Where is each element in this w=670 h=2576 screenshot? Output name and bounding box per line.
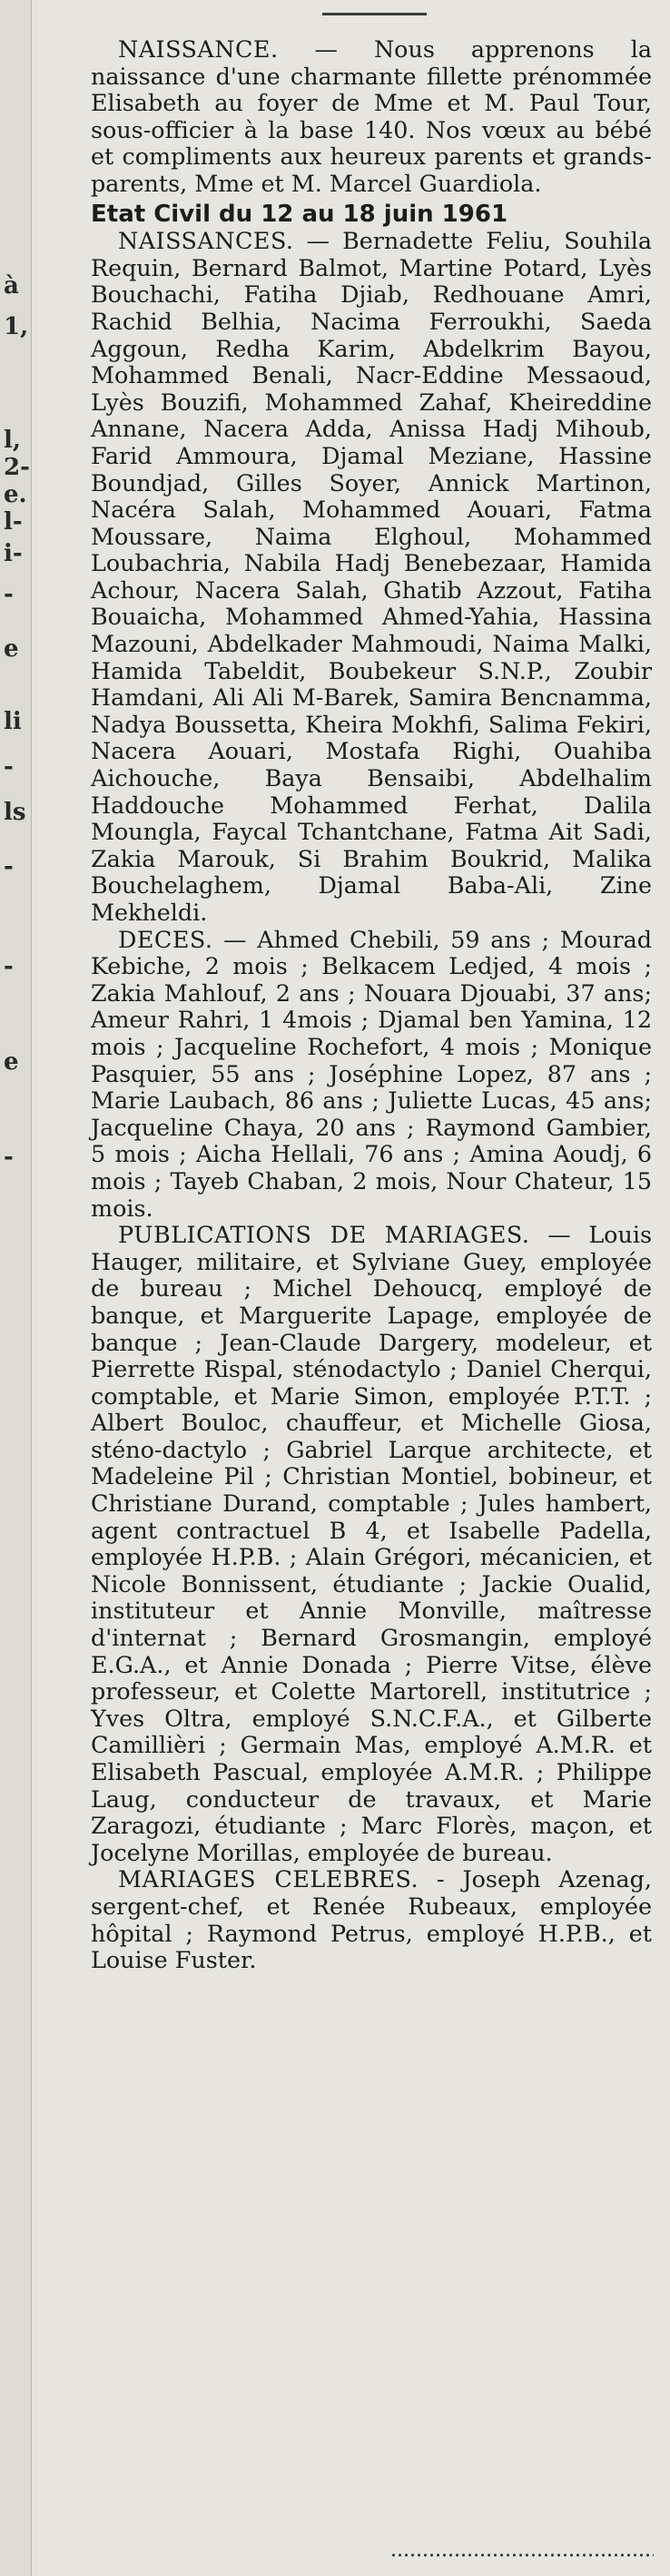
publications-heading: PUBLICATIONS DE MARIAGES.: [118, 1221, 530, 1249]
naissances-text: — Bernadette Feliu, Souhila Requin, Bernard Balmot, Martine Potard, Lyès Bouchachi, Fatiha Djiab, Redhouane Amri, Rachid Belhia, Nacima Ferroukhi, Saeda Aggoun, Redha Karim, Abdelkrim Bayou, Mohammed Benali, Nacr-Eddine Messaoud, Lyès Bouzifi, Mohammed Zahaf, Kheireddine Annane, Nacera Adda, Anissa Hadj Mihoub, Farid Ammoura, Djamal Meziane, Hassine Boundjad, Gilles Soyer, Annick Martinon, Nacéra Salah, Mohammed Aouari, Fatma Moussare, Naima Elghoul, Mohammed Loubachria, Nabila Hadj Benebezaar, Hamida Achour, Nacera Salah, Ghatib Azzout, Fatiha Bouaicha, Mohammed Ahmed-Yahia, Hassina Mazouni, Abdelkader Mahmoudi, Naima Malki, Hamida Tabeldit, Boubekeur S.N.P., Zoubir Hamdani, Ali Ali M-Barek, Samira Bencnamma, Nadya Boussetta, Kheira Mokhfi, Salima Fekiri, Nacera Aouari, Mostafa Righi, Ouahiba Aichouche, Baya Bensaibi, Abdelhalim Haddouche Mohammed Ferhat, Dalila Moungla, Faycal Tchantchane, Fatma Ait Sadi, Zakia Marouk, Si Brahim Boukrid, Malika Bouchelaghem, Djamal Baba-Ali, Zine Mekheldi.: [91, 227, 653, 926]
naissances-section: [91, 228, 652, 926]
article-column: [91, 36, 652, 2542]
publications-text: — Louis Hauger, militaire, et Sylviane Guey, employée de bureau ; Michel Dehoucq, employé de banque, et Marguerite Lapage, employée de banque ; Jean-Claude Dargery, modeleur, et Pierrette Rispal, sténodactylo ; Daniel Cherqui, comptable, et Marie Simon, employée P.T.T. ; Albert Bouloc, chauffeur, et Michelle Giosa, sténo-dactylo ; Gabriel Larque architecte, et Madeleine Pil ; Christian Montiel, bobineur, et Christiane Durand, comptable ; Jules hambert, agent contractuel B 4, et Isabelle Padella, employée H.P.B. ; Alain Grégori, mécanicien, et Nicole Bonnissent, étudiante ; Jackie Oualid, instituteur et Annie Monville, maîtresse d'internat ; Bernard Grosmangin, employé E.G.A., et Annie Donada ; Pierre Vitse, élève professeur, et Colette Martorell, institutrice ; Yves Oltra, employé S.N.C.F.A., et Gilberte Camillièri ; Germain Mas, employé A.M.R. et Elisabeth Pascual, employée A.M.R. ; Philippe Laug, conducteur de travaux, et Marie Zaragozi, étudiante ; Marc Florès, maçon, et Jocelyne Morillas, employée de bureau.: [91, 1221, 652, 1866]
fragment-text: e.: [4, 481, 27, 508]
publications-section: [91, 1222, 652, 1866]
fragment-text: -: [4, 953, 14, 980]
top-rule: [322, 13, 427, 15]
fragment-text: e: [4, 635, 19, 663]
mariages-text: - Joseph Azenag, sergent-chef, et Renée Rubeaux, employée hôpital ; Raymond Petrus, employé H.P.B., et Louise Fuster.: [91, 1865, 652, 1974]
fragment-text: à: [4, 272, 19, 300]
naissances-heading: NAISSANCES.: [118, 227, 294, 255]
fragment-text: e: [4, 1048, 19, 1076]
deces-text: — Ahmed Chebili, 59 ans ; Mourad Kebiche, 2 mois ; Belkacem Ledjed, 4 mois ; Zakia Mahlouf, 2 ans ; Nouara Djouabi, 37 ans; Ameur Rahri, 1 4mois ; Djamal ben Yamina, 12 mois ; Jacqueline Rochefort, 4 mois ; Monique Pasquier, 55 ans ; Joséphine Lopez, 87 ans ; Marie Laubach, 86 ans ; Juliette Lucas, 45 ans; Jacqueline Chaya, 20 ans ; Raymond Gambier, 5 mois ; Aicha Hellali, 76 ans ; Amina Aoudj, 6 mois ; Tayeb Chaban, 2 mois, Nour Chateur, 15 mois.: [91, 925, 652, 1222]
fragment-text: ls: [4, 799, 26, 826]
fragment-text: 1,: [4, 313, 29, 340]
naissance-text: — Nous apprenons la naissance d'une charmante fillette prénommée Elisabeth au foyer de Mme et M. Paul Tour, sous-officier à la base 140. Nos vœux au bébé et compliments aux heureux parents et grands-parents, Mme et M. Marcel Guardiola.: [91, 35, 652, 197]
deces-heading: DECES.: [118, 925, 213, 953]
naissance-notice: [91, 36, 652, 198]
fragment-text: l-: [4, 508, 23, 536]
adjacent-column-edge: [0, 0, 32, 2576]
etat-civil-heading: Etat Civil du 12 au 18 juin 1961: [91, 200, 508, 228]
fragment-text: -: [4, 1144, 14, 1171]
deces-section: [91, 927, 652, 1223]
fragment-text: li: [4, 708, 22, 735]
mariages-heading: MARIAGES CELEBRES.: [118, 1865, 419, 1893]
bottom-dotted-rule: [390, 2552, 654, 2558]
fragment-text: -: [4, 581, 14, 608]
mariages-section: [91, 1866, 652, 1973]
fragment-text: l,: [4, 427, 21, 454]
naissance-heading: NAISSANCE.: [118, 35, 279, 63]
fragment-text: -: [4, 853, 14, 880]
fragment-text: 2-: [4, 454, 30, 481]
fragment-text: i-: [4, 540, 23, 567]
fragment-text: -: [4, 753, 14, 781]
